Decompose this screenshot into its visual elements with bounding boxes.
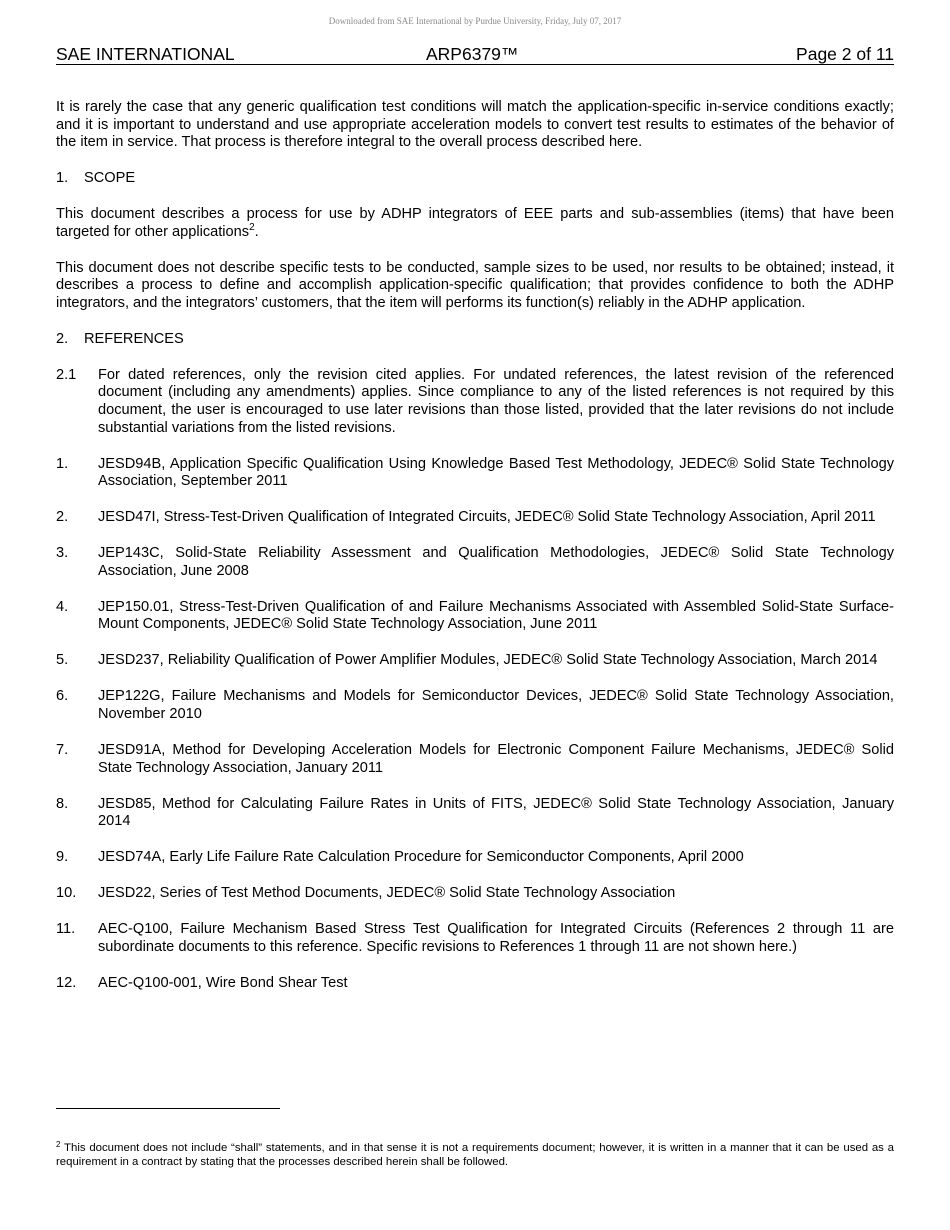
footnote (56, 1141, 894, 1170)
footnote-marker: 2 (56, 1140, 61, 1149)
reference-text: JESD22, Series of Test Method Documents, JEDEC® Solid State Technology Association (98, 885, 676, 902)
page-body (56, 99, 894, 1011)
header-org: SAE INTERNATIONAL (56, 44, 235, 64)
reference-item (56, 921, 894, 956)
reference-number: 5. (56, 652, 69, 669)
scope-paragraph-1: This document describes a process for use by ADHP integrators of EEE parts and sub-assemblies (items) that have been targeted for other applications$^2$. (56, 206, 894, 240)
intro-paragraph: It is rarely the case that any generic qualification test conditions will match the application-specific in-service conditions exactly; and it is important to understand and use appropriate acceleration models to convert test results to estimates of the behavior of the item in service. That process is therefore integral to the overall process described here. (56, 99, 894, 151)
section-title: REFERENCES (84, 330, 184, 347)
reference-text: JESD237, Reliability Qualification of Power Amplifier Modules, JEDEC® Solid State Technology Association, March 2014 (98, 652, 878, 669)
reference-text: JESD85, Method for Calculating Failure Rates in Units of FITS, JEDEC® Solid State Technology Association, January 2014 (98, 795, 894, 830)
footnote-text: This document does not include “shall” statements, and in that sense it is not a requirements document; however, it is written in a manner that it can be used as a requirement in a contract by stating that the processes described herein shall be followed. (56, 1142, 894, 1169)
section-number: 2. (56, 330, 69, 347)
reference-item (56, 545, 894, 580)
reference-number: 1. (56, 455, 69, 472)
section-title: SCOPE (84, 170, 136, 187)
reference-text: JEP143C, Solid-State Reliability Assessment and Qualification Methodologies, JEDEC® Solid State Technology Association, June 2008 (98, 545, 894, 579)
reference-list (56, 456, 894, 993)
section-heading-scope (56, 170, 894, 188)
reference-text: JEP122G, Failure Mechanisms and Models for Semiconductor Devices, JEDEC® Solid State Technology Association, November 2010 (98, 688, 894, 722)
reference-item (56, 652, 894, 670)
reference-item (56, 885, 894, 903)
reference-text: AEC-Q100-001, Wire Bond Shear Test (98, 974, 348, 991)
subsection-number: 2.1 (56, 366, 77, 383)
reference-number: 6. (56, 688, 69, 705)
reference-number: 9. (56, 849, 69, 866)
page-header (56, 44, 894, 65)
reference-text: JESD94B, Application Specific Qualification Using Knowledge Based Test Methodology, JEDEC® Solid State Technology Association, September 2011 (98, 455, 894, 490)
reference-item (56, 456, 894, 491)
reference-number: 2. (56, 509, 69, 526)
reference-item (56, 599, 894, 634)
reference-text: JESD91A, Method for Developing Acceleration Models for Electronic Component Failure Mechanisms, JEDEC® Solid State Technology Association, January 2011 (98, 741, 894, 776)
footnote-divider (56, 1108, 280, 1109)
reference-number: 3. (56, 545, 69, 562)
reference-text: JESD74A, Early Life Failure Rate Calculation Procedure for Semiconductor Components, April 2000 (98, 849, 744, 866)
reference-item (56, 796, 894, 831)
subsection-text: For dated references, only the revision cited applies. For undated references, the latest revision of the referenced document (including any amendments) applies. Since compliance to any of the listed references is not required by this document, the user is encouraged to use later revisions than those listed, provided that the later revisions do not include substantial variations from the listed revisions. (98, 366, 894, 436)
reference-item (56, 509, 894, 527)
reference-number: 11. (56, 921, 76, 938)
reference-text: AEC-Q100, Failure Mechanism Based Stress Test Qualification for Integrated Circuits (References 2 through 11 are subordinate documents to this reference. Specific revisions to References 1 through 11 are not shown here.) (98, 921, 894, 955)
scope-paragraph-2: This document does not describe specific tests to be conducted, sample sizes to be used, nor results to be obtained; instead, it describes a process to define and accomplish application-specific qualification; that provides confidence to both the ADHP integrators, and the integrators’ customers, that the item will performs its function(s) reliably in the ADHP application. (56, 259, 894, 311)
reference-item (56, 975, 894, 993)
reference-number: 12. (56, 974, 77, 991)
reference-item (56, 849, 894, 867)
reference-number: 8. (56, 795, 69, 812)
reference-number: 4. (56, 598, 69, 615)
header-page-number: Page 2 of 11 (796, 44, 894, 64)
section-number: 1. (56, 170, 69, 187)
reference-item (56, 742, 894, 777)
reference-number: 7. (56, 741, 69, 758)
download-watermark: Downloaded from SAE International by Purdue University, Friday, July 07, 2017 (328, 16, 622, 26)
section-heading-references (56, 331, 894, 349)
reference-number: 10. (56, 885, 77, 902)
reference-text: JESD47I, Stress-Test-Driven Qualification of Integrated Circuits, JEDEC® Solid State Technology Association, April 2011 (98, 509, 876, 526)
footnote-ref: 2 (249, 221, 255, 233)
reference-text: JEP150.01, Stress-Test-Driven Qualification of and Failure Mechanisms Associated with Assembled Solid-State Surface-Mount Components, JEDEC® Solid State Technology Association, June 2011 (98, 598, 894, 633)
reference-item (56, 688, 894, 723)
subsection-2-1 (56, 367, 894, 437)
header-doc-id: ARP6379™ (426, 44, 519, 64)
